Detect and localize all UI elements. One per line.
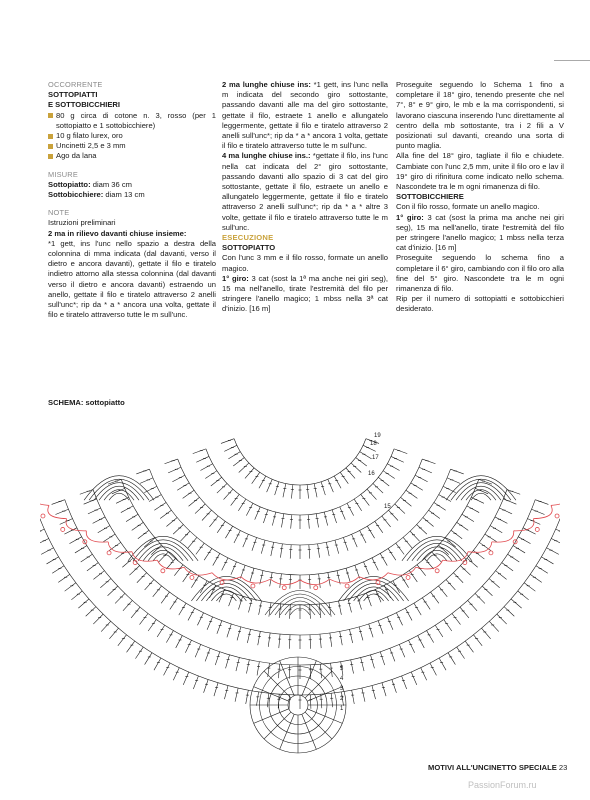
sb-paragraph-1: Con il filo rosso, formate un anello magico. <box>396 202 540 212</box>
sottobicchiere-heading: SOTTOBICCHIERE <box>396 192 464 202</box>
header-rule <box>554 60 590 61</box>
esecuzione-heading: ESECUZIONE <box>222 233 274 243</box>
continue-paragraph-1: Proseguite seguendo lo Schema 1 fino a completare il 18° giro, tenendo presente che nel 7°, 8° e 9° giro, le mb e la ma corrispondenti, si lavorano ciascuna inserendo l'unc direttamente al centro della mb sottostante, tra i 2 fili a V posizionati sul davanti, creando una sorta di punto maglia. <box>396 80 564 151</box>
bullet-square-icon <box>48 144 53 149</box>
material-item: 80 g circa di cotone n. 3, rosso (per 1 sottopiatto e 1 sottobicchiere) <box>48 111 216 131</box>
note-bold-term: 2 ma in rilievo davanti chiuse insieme: <box>48 228 187 238</box>
giro-1-paragraph: 1° giro: 3 cat (sost la 1ª ma anche nei giri seg), 15 ma nell'anello, tirate l'estremità del filo per stringere l'anello magico; 1 mbss nella 3ª cat d'inizio. [16 m] <box>222 273 388 314</box>
material-item: Uncinetti 2,5 e 3 mm <box>48 141 216 151</box>
sb-giro-1: 1° giro: 3 cat (sost la prima ma anche nei giri seg), 15 ma nell'anello, tirate l'estremità del filo per stringere l'anello magico; 1 mbss nella terza cat d'inizio. [16 m] <box>396 212 564 253</box>
bullet-square-icon <box>48 134 53 139</box>
row-number: 4 <box>340 676 344 682</box>
occorrente-sub2: E SOTTOBICCHIERI <box>48 100 121 110</box>
footer-title: MOTIVI ALL'UNCINETTO SPECIALE <box>428 763 557 772</box>
stitch-paragraph-2: 4 ma lunghe chiuse ins.: *gettate il filo, ins l'unc nella cat indicata del 2° giro sottostante, passando davanti allo spazio di 3 cat del giro sottostante, gettate il filo, estraete un anello e allungatelo leggermente, gettate il filo e tiratelo attraverso 2 anelli sull'unc*; rip da * a * altre 3 volte, gettate il filo e tiratelo attraverso tutte le m sull'unc. <box>222 151 388 232</box>
continue-paragraph-2: Alla fine del 18° giro, tagliate il filo e chiudete. Cambiate con l'unc 2,5 mm, unite il filo oro e lav il 19° giro di rifinitura come indicato nello schema. Nascondete tra le m ogni rimanenza di filo. <box>396 151 564 192</box>
note-paragraph: *1 gett, ins l'unc nello spazio a destra della colonnina di mma indicata (dal davanti, verso il dietro e ancora davanti), gettate il filo e tiratelo indietro attorno alla stessa colonnina (dal davanti verso il dietro e ancora davanti) estraendo un anello, gettate il filo e tiratelo attraverso 2 anelli sull'unc*; rip da * a * ancora una volta, gettate il filo e tiratelo attraverso tutte le m sull'unc. <box>48 238 216 320</box>
row-number: 16 <box>368 471 375 477</box>
bullet-square-icon <box>48 113 53 118</box>
sb-paragraph-3: Rip per il numero di sottopiatti e sottobicchieri desiderato. <box>396 294 564 314</box>
row-number: 18 <box>370 441 377 447</box>
crochet-schema-diagram <box>40 405 560 760</box>
note-subheading: Istruzioni preliminari <box>48 218 116 228</box>
misure-sottopiatto: Sottopiatto: diam 36 cm <box>48 179 132 189</box>
row-number: 2 <box>340 696 344 702</box>
misure-sottobicchiere: Sottobicchiere: diam 13 cm <box>48 190 145 200</box>
column-stitches <box>222 80 388 315</box>
schema-lines <box>40 439 560 753</box>
row-number: 17 <box>372 455 379 461</box>
note-heading: NOTE <box>48 208 70 218</box>
page-number: 23 <box>558 763 568 772</box>
sb-paragraph-2: Proseguite seguendo lo schema fino a completare il 6° giro, cambiando con il filo oro alla fine del 5° giro. Nascondete tra le m ogni rimanenza di filo. <box>396 253 564 294</box>
material-item: Ago da lana <box>48 151 216 161</box>
row-number: 15 <box>384 504 391 510</box>
watermark: PassionForum.ru <box>468 780 537 790</box>
occorrente-heading: OCCORRENTE <box>48 80 103 89</box>
misure-heading: MISURE <box>48 169 78 179</box>
row-number: 19 <box>374 433 381 439</box>
schema-title: SCHEMA: sottopiatto <box>48 398 125 407</box>
column-continuation <box>396 80 564 315</box>
column-materials <box>48 80 216 320</box>
stitch-paragraph-1: 2 ma lunghe chiuse ins: *1 gett, ins l'unc nella m indicata del secondo giro sottostante, passando davanti alle ma del giro sottostante, gettate il filo, estraete 1 anello e allungatelo leggermente, gettate il filo e tiratelo attraverso 2 anelli sull'unc*; rip da * a * ancora 1 volta, gettate il filo e tiratelo attraverso tutte le m sull'unc. <box>222 80 388 151</box>
sottopiatto-heading: SOTTOPIATTO <box>222 243 276 253</box>
material-item: 10 g filato lurex, oro <box>48 131 216 141</box>
page-footer <box>428 763 567 772</box>
esecuzione-paragraph: Con l'unc 3 mm e il filo rosso, formate un anello magico. <box>222 253 388 273</box>
row-number-labels <box>340 433 391 712</box>
row-number: 5 <box>340 666 344 672</box>
row-number: 3 <box>340 686 344 692</box>
bullet-square-icon <box>48 154 53 159</box>
row-number: 1 <box>340 706 344 712</box>
occorrente-sub1: SOTTOPIATTI <box>48 90 98 100</box>
